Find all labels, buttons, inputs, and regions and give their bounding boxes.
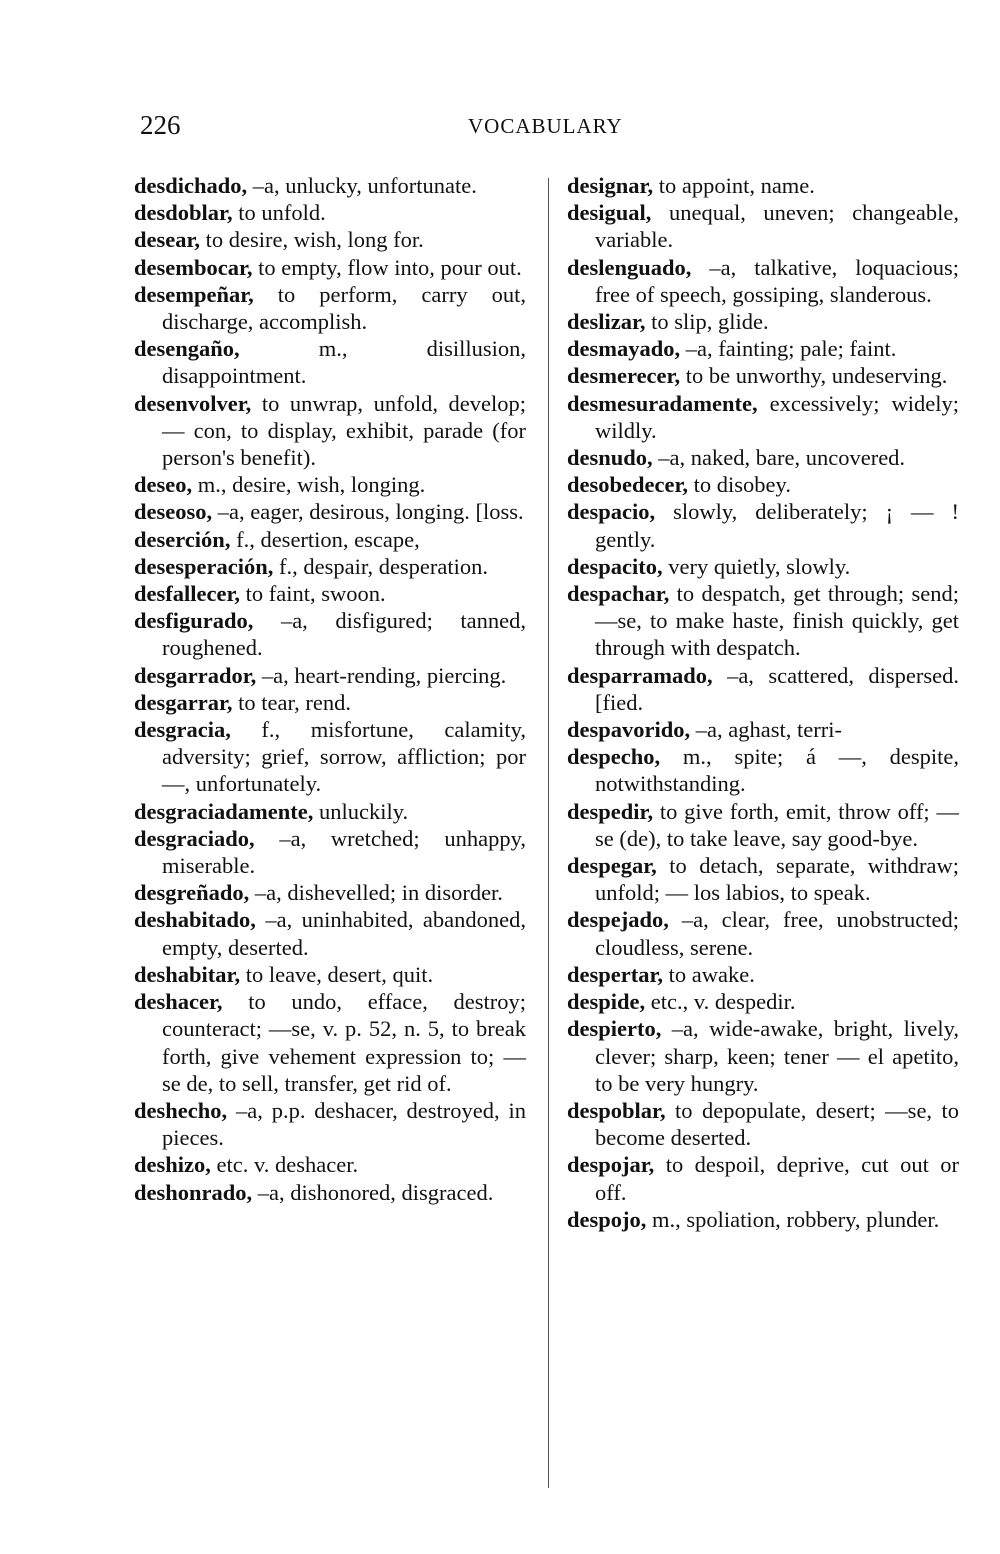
dictionary-entry (134, 199, 526, 226)
dictionary-entry (134, 553, 526, 580)
entry-headword: deslizar, (567, 309, 646, 335)
entry-definition: m., desire, wish, longing. (192, 472, 426, 498)
dictionary-entry (567, 390, 959, 444)
entry-definition: –a, naked, bare, uncovered. (652, 445, 906, 471)
entry-headword: deshabitar, (134, 961, 241, 987)
page-number: 226 (140, 110, 181, 140)
entry-definition: –a, talkative, loquacious; free of speech, gossiping, slanderous. (595, 254, 959, 307)
left-column (134, 172, 526, 1206)
dictionary-entry (134, 961, 526, 988)
dictionary-entry (134, 226, 526, 253)
dictionary-entry (134, 498, 526, 525)
dictionary-entry (134, 254, 526, 281)
entry-definition: etc., v. despedir. (645, 989, 796, 1015)
entry-headword: desfallecer, (134, 581, 241, 607)
entry-definition: etc. v. deshacer. (210, 1152, 359, 1178)
entry-headword: designar, (567, 173, 654, 198)
entry-headword: desmesuradamente, (567, 390, 758, 416)
dictionary-entry (567, 580, 959, 662)
dictionary-entry (567, 852, 959, 906)
entry-headword: deslenguado, (567, 254, 692, 280)
entry-definition: f., misfortune, calamity, adversity; grief, sorrow, affliction; por —, unfortunately. (162, 717, 526, 797)
dictionary-entry (134, 798, 526, 825)
entry-definition: f., despair, desperation. (273, 553, 489, 579)
dictionary-entry (567, 308, 959, 335)
entry-definition: to perform, carry out, discharge, accomplish. (162, 281, 526, 335)
entry-headword: despecho, (567, 744, 661, 770)
entry-headword: despertar, (567, 961, 664, 987)
entry-definition: very quietly, slowly. (662, 553, 851, 579)
entry-definition: –a, fainting; pale; faint. (680, 336, 897, 362)
entry-headword: deshonrado, (134, 1179, 253, 1205)
dictionary-entry (567, 1097, 959, 1151)
entry-headword: despoblar, (567, 1097, 666, 1123)
dictionary-entry (134, 879, 526, 906)
entry-definition: m., spoliation, robbery, plunder. (646, 1206, 940, 1232)
entry-headword: deseoso, (134, 499, 213, 525)
entry-headword: desgraciado, (134, 825, 255, 851)
entry-headword: desdoblar, (134, 200, 233, 226)
entry-headword: desnudo, (567, 445, 653, 471)
column-divider (548, 178, 549, 1488)
dictionary-entry (567, 471, 959, 498)
dictionary-entry (134, 1097, 526, 1151)
entry-definition: –a, scattered, dispersed. [fied. (595, 662, 959, 715)
entry-definition: unluckily. (313, 798, 409, 824)
entry-headword: desobedecer, (567, 472, 689, 498)
dictionary-entry (134, 662, 526, 689)
entry-headword: desfigurado, (134, 608, 254, 634)
entry-definition: to desire, wish, long for. (200, 227, 424, 253)
entry-headword: despejado, (567, 907, 669, 933)
dictionary-entry (567, 906, 959, 960)
entry-definition: –a, clear, free, unobstructed; cloudless, serene. (595, 907, 959, 960)
dictionary-entry (134, 471, 526, 498)
dictionary-entry (134, 172, 526, 199)
entry-definition: excessively; widely; wildly. (595, 390, 959, 443)
entry-headword: desmerecer, (567, 363, 681, 389)
entry-definition: –a, aghast, terri- (690, 717, 842, 743)
entry-definition: –a, disfigured; tanned, roughened. (162, 608, 526, 661)
entry-headword: desempeñar, (134, 281, 254, 307)
entry-headword: deshacer, (134, 989, 223, 1015)
entry-headword: despegar, (567, 853, 657, 879)
entry-definition: to depopulate, desert; —se, to become deserted. (595, 1097, 959, 1151)
entry-headword: despacito, (567, 553, 663, 579)
entry-definition: –a, dishonored, disgraced. (252, 1179, 494, 1205)
entry-definition: –a, eager, desirous, longing. [loss. (212, 499, 524, 525)
entry-definition: to disobey. (688, 472, 791, 498)
dictionary-entry (134, 825, 526, 879)
entry-definition: to undo, efface, destroy; counteract; —se, v. p. 52, n. 5, to break forth, give vehement expression to; —se de, to sell, transfer, get rid of. (162, 989, 526, 1096)
dictionary-entry (567, 172, 959, 199)
dictionary-entry (567, 362, 959, 389)
entry-headword: desembocar, (134, 254, 253, 280)
entry-definition: to slip, glide. (645, 309, 769, 335)
entry-headword: desmayado, (567, 336, 681, 362)
entry-definition: to detach, separate, withdraw; unfold; — los labios, to speak. (595, 853, 959, 906)
entry-headword: desgreñado, (134, 880, 250, 906)
dictionary-entry (567, 798, 959, 852)
entry-headword: despachar, (567, 581, 670, 607)
entry-headword: despavorido, (567, 717, 691, 743)
entry-definition: –a, unlucky, unfortunate. (247, 173, 477, 198)
entry-headword: desesperación, (134, 553, 274, 579)
entry-definition: to leave, desert, quit. (240, 961, 434, 987)
dictionary-entry (134, 335, 526, 389)
dictionary-entry (134, 390, 526, 472)
dictionary-entry (567, 662, 959, 716)
entry-definition: m., disillusion, disappointment. (162, 336, 526, 389)
entry-headword: despide, (567, 989, 646, 1015)
dictionary-entry (134, 607, 526, 661)
entry-definition: to despatch, get through; send; —se, to make haste, finish quickly, get through with despatch. (595, 581, 959, 661)
entry-headword: desengaño, (134, 336, 240, 362)
entry-definition: –a, wretched; unhappy, miserable. (162, 825, 526, 879)
dictionary-entry (134, 689, 526, 716)
dictionary-entry (567, 199, 959, 253)
dictionary-entry (567, 254, 959, 308)
entry-definition: unequal, uneven; changeable, variable. (595, 200, 959, 253)
entry-headword: despedir, (567, 798, 654, 824)
dictionary-entry (567, 743, 959, 797)
entry-definition: to despoil, deprive, cut out or off. (595, 1152, 959, 1205)
entry-headword: desenvolver, (134, 390, 252, 416)
running-head: VOCABULARY (468, 114, 623, 138)
entry-definition: to tear, rend. (232, 689, 351, 715)
entry-headword: desgarrador, (134, 662, 257, 688)
dictionary-entry (134, 906, 526, 960)
entry-headword: desparramado, (567, 662, 713, 688)
dictionary-entry (134, 1179, 526, 1206)
entry-headword: desgraciadamente, (134, 798, 314, 824)
entry-definition: to faint, swoon. (240, 581, 386, 607)
entry-definition: –a, heart-rending, piercing. (256, 662, 507, 688)
entry-definition: f., desertion, escape, (230, 526, 420, 552)
dictionary-entry (567, 988, 959, 1015)
dictionary-entry (567, 1206, 959, 1233)
dictionary-entry (567, 553, 959, 580)
entry-definition: to appoint, name. (653, 173, 815, 198)
dictionary-entry (134, 988, 526, 1097)
entry-definition: to awake. (663, 961, 755, 987)
dictionary-entry (567, 444, 959, 471)
entry-headword: despojo, (567, 1206, 647, 1232)
entry-definition: –a, uninhabited, abandoned, empty, deserted. (162, 907, 526, 960)
entry-headword: desgracia, (134, 717, 231, 743)
dictionary-entry (134, 716, 526, 798)
entry-headword: desear, (134, 227, 201, 253)
dictionary-entry (567, 1151, 959, 1205)
dictionary-entry (134, 281, 526, 335)
entry-definition: slowly, deliberately; ¡ — ! gently. (595, 499, 959, 552)
entry-headword: despacio, (567, 499, 656, 525)
entry-headword: deshabitado, (134, 907, 256, 933)
entry-headword: despojar, (567, 1152, 655, 1178)
entry-headword: despierto, (567, 1016, 662, 1042)
dictionary-entry (134, 526, 526, 553)
entry-headword: deserción, (134, 526, 231, 552)
entry-definition: to give forth, emit, throw off; —se (de), to take leave, say good-bye. (595, 798, 959, 851)
entry-headword: deshizo, (134, 1152, 211, 1178)
entry-definition: to be unworthy, undeserving. (680, 363, 948, 389)
entry-definition: –a, dishevelled; in disorder. (249, 880, 503, 906)
entry-definition: –a, wide-awake, bright, lively, clever; sharp, keen; tener — el apetito, to be very hungry. (595, 1016, 959, 1096)
entry-definition: m., spite; á —, despite, notwithstanding. (595, 744, 959, 797)
entry-headword: desigual, (567, 200, 652, 226)
entry-headword: deseo, (134, 472, 193, 498)
dictionary-entry (567, 716, 959, 743)
entry-headword: desgarrar, (134, 689, 233, 715)
dictionary-entry (567, 961, 959, 988)
dictionary-entry (134, 580, 526, 607)
entry-definition: to unwrap, unfold, develop; — con, to display, exhibit, parade (for person's benefit). (162, 390, 526, 471)
entry-definition: –a, p.p. deshacer, destroyed, in pieces. (162, 1097, 526, 1151)
entry-definition: to empty, flow into, pour out. (252, 254, 522, 280)
entry-headword: desdichado, (134, 173, 248, 198)
dictionary-entry (567, 335, 959, 362)
entry-headword: deshecho, (134, 1097, 228, 1123)
right-column (567, 172, 959, 1233)
dictionary-entry (567, 498, 959, 552)
dictionary-entry (134, 1151, 526, 1178)
dictionary-entry (567, 1015, 959, 1097)
entry-definition: to unfold. (232, 200, 326, 226)
